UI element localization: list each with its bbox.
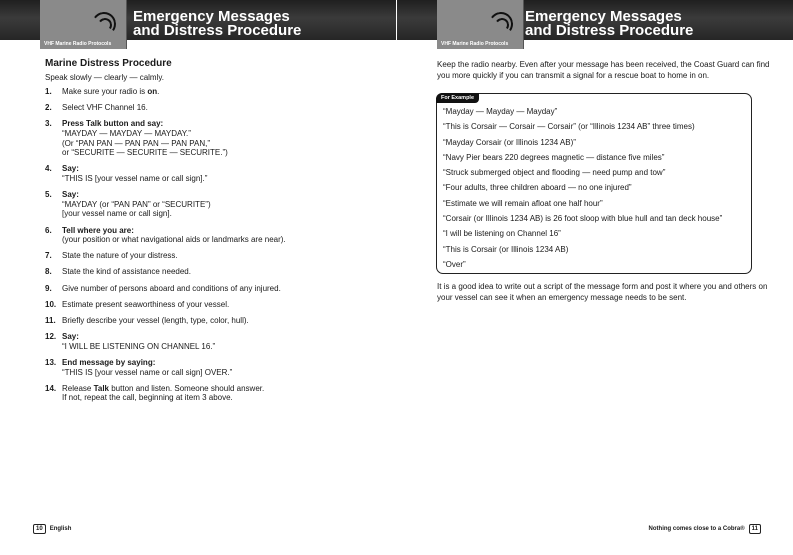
step-item xyxy=(45,251,390,261)
step-text: “THIS IS [your vessel name or call sign] OVER.” xyxy=(62,367,233,377)
step-body xyxy=(62,316,249,326)
left-page xyxy=(0,0,396,555)
step-item xyxy=(45,300,390,310)
footer-language: English xyxy=(49,526,72,532)
step-item xyxy=(45,164,390,183)
step-body xyxy=(62,284,281,294)
step-text: Give number of persons aboard and conditions of any injured. xyxy=(62,283,281,293)
step-text: or “SECURITE — SECURITE — SECURITE.”) xyxy=(62,148,228,158)
step-number: 2. xyxy=(45,103,52,113)
step-lead: Say: xyxy=(62,164,79,174)
step-text: “MAYDAY (or “PAN PAN” or “SECURITE”) xyxy=(62,199,211,209)
example-line: “Struck submerged object and flooding — need pump and tow” xyxy=(443,168,666,178)
step-text: (your position or what navigational aids or landmarks are near). xyxy=(62,235,286,245)
step-text: State the nature of your distress. xyxy=(62,251,178,261)
step-item xyxy=(45,316,390,326)
step-text: “I WILL BE LISTENING ON CHANNEL 16.” xyxy=(62,341,216,351)
example-line: “Corsair (or Illinois 1234 AB) is 26 foot sloop with blue hull and tan deck house” xyxy=(443,214,723,224)
step-text: Release Talk button and listen. Someone should answer. xyxy=(62,383,265,393)
step-body xyxy=(62,267,191,277)
tab-label: VHF Marine Radio Protocols xyxy=(44,41,112,47)
step-lead: End message by saying: xyxy=(62,358,156,367)
header-title: Emergency Messages and Distress Procedure xyxy=(133,8,302,39)
example-line: “Mayday — Mayday — Mayday” xyxy=(443,107,558,116)
step-item xyxy=(45,358,390,377)
tab-label: VHF Marine Radio Protocols xyxy=(441,41,509,47)
right-page xyxy=(397,0,793,555)
step-body xyxy=(62,87,159,97)
step-number: 3. xyxy=(45,119,52,129)
footer-left xyxy=(33,524,71,534)
step-number: 7. xyxy=(45,251,52,261)
step-item xyxy=(45,284,390,294)
example-box xyxy=(436,93,752,274)
step-body xyxy=(62,226,286,245)
step-text: Estimate present seaworthiness of your vessel. xyxy=(62,299,230,309)
example-line: “Estimate we will remain afloat one half hour” xyxy=(443,198,603,208)
step-item xyxy=(45,384,390,403)
step-body xyxy=(62,384,264,403)
step-number: 4. xyxy=(45,164,52,174)
example-line: “Over” xyxy=(443,259,466,269)
example-line: “Four adults, three children aboard — no one injured” xyxy=(443,183,632,193)
example-line: “I will be listening on Channel 16” xyxy=(443,229,561,239)
step-text: Select VHF Channel 16. xyxy=(62,103,148,113)
step-number: 5. xyxy=(45,190,52,200)
step-number: 10. xyxy=(45,299,57,309)
example-list xyxy=(443,104,722,272)
example-line: “Mayday Corsair (or Illinois 1234 AB)” xyxy=(443,137,576,147)
step-item xyxy=(45,87,390,97)
step-item xyxy=(45,103,390,113)
intro-text: Speak slowly — clearly — calmly. xyxy=(45,73,164,82)
step-body xyxy=(62,119,228,157)
page-number: 10 xyxy=(33,524,46,534)
step-number: 13. xyxy=(45,358,57,367)
example-line: “This is Corsair — Corsair — Corsair” (or “Illinois 1234 AB” three times) xyxy=(443,122,695,132)
step-body xyxy=(62,300,229,310)
step-body xyxy=(62,358,232,377)
step-body xyxy=(62,190,211,219)
page-number: 11 xyxy=(749,524,761,534)
step-list xyxy=(45,87,390,403)
step-number: 11. xyxy=(45,316,56,326)
radio-tip-text: Keep the radio nearby. Even after your message has been received, the Coast Guard can find you more quickly if you can transmit a signal for a rescue boat to home in on. xyxy=(437,60,770,80)
footer-slogan: Nothing comes close to a Cobra® xyxy=(648,526,745,532)
section-title: Marine Distress Procedure xyxy=(45,58,172,69)
step-text: Briefly describe your vessel (length, type, color, hull). xyxy=(62,316,249,326)
step-number: 8. xyxy=(45,267,52,277)
step-number: 14. xyxy=(45,383,57,393)
footer-right xyxy=(649,524,761,534)
example-line: “Navy Pier bears 220 degrees magnetic — distance five miles” xyxy=(443,152,665,162)
step-text: State the kind of assistance needed. xyxy=(62,267,191,277)
step-text: [your vessel name or call sign]. xyxy=(62,209,172,219)
step-body xyxy=(62,332,215,351)
step-item xyxy=(45,226,390,245)
header-title: Emergency Messages and Distress Procedure xyxy=(525,8,694,39)
step-item xyxy=(45,190,390,219)
step-text: “MAYDAY — MAYDAY — MAYDAY.” xyxy=(62,128,191,138)
step-body xyxy=(62,164,207,183)
section-tab xyxy=(437,0,523,49)
step-text: (Or “PAN PAN — PAN PAN — PAN PAN,” xyxy=(62,138,211,148)
step-text: If not, repeat the call, beginning at item 3 above. xyxy=(62,393,233,403)
step-item xyxy=(45,119,390,157)
step-lead: Press Talk button and say: xyxy=(62,119,164,129)
example-line: “This is Corsair (or Illinois 1234 AB) xyxy=(443,244,569,254)
step-item xyxy=(45,267,390,277)
step-number: 12. xyxy=(45,332,57,342)
step-item xyxy=(45,332,390,351)
step-lead: Say: xyxy=(62,332,79,342)
step-number: 6. xyxy=(45,225,52,235)
step-body xyxy=(62,251,178,261)
step-lead: Tell where you are: xyxy=(62,225,134,235)
step-number: 9. xyxy=(45,283,52,293)
step-number: 1. xyxy=(45,87,52,96)
section-tab xyxy=(40,0,126,49)
script-tip-text: It is a good idea to write out a script of the message form and post it where you and others on your vessel can see it when an emergency message needs to be sent. xyxy=(437,282,768,302)
step-text: Make sure your radio is on. xyxy=(62,87,160,96)
step-text: “THIS IS [your vessel name or call sign].” xyxy=(62,173,208,183)
step-lead: Say: xyxy=(62,190,79,200)
example-label: For Example xyxy=(436,93,479,103)
step-body xyxy=(62,103,148,113)
